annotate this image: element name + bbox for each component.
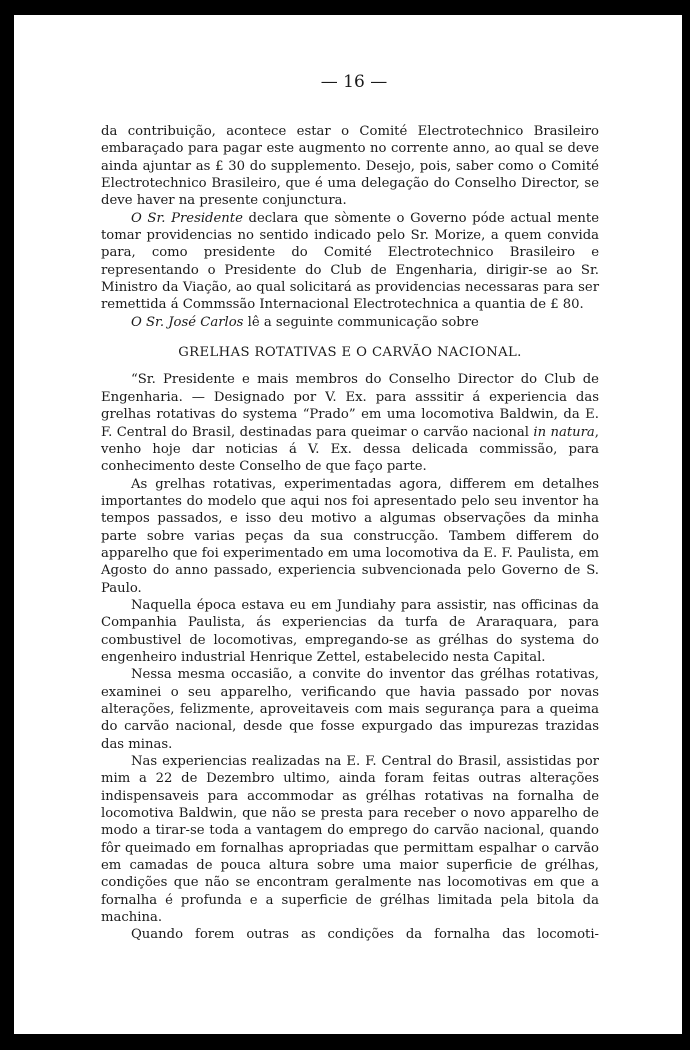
paragraph: Naquella época estava eu em Jundiahy para assistir, nas officinas da Companhia Paulista, ás experiencias da turfa de Araraquara, para combustivel de locomotivas, empregando-se as grélhas do systema do engenheiro industrial Henrique Zettel, estabelecido nesta Capital. <box>101 597 599 665</box>
italic-term: in natura <box>533 424 595 440</box>
page-content <box>101 71 599 944</box>
speaker-name: O Sr. José Carlos <box>131 314 244 330</box>
paragraph-text: lê a seguinte communicação sobre <box>243 314 479 330</box>
paragraph-text: declara que sòmente o Governo póde actual mente tomar providencias no sentido indicado pelo Sr. Morize, a quem convida para, como presidente do Comité Electrotechnico Brasileiro e representando o Presidente do Club de Engenharia, dirigir-se ao Sr. Ministro da Viação, ao qual solicitará as providencias necessaras para ser remettida á Commssão Internacional Electrotechnica a quantia de £ 80. <box>101 210 599 313</box>
speaker-name: O Sr. Presidente <box>131 210 243 226</box>
paragraph <box>101 314 599 331</box>
paragraph <box>101 210 599 314</box>
paragraph: da contribuição, acontece estar o Comité Electrotechnico Brasileiro embaraçado para pagar este augmento no corrente anno, ao qual se deve ainda ajuntar as £ 30 do supplemento. Desejo, pois, saber como o Comité Electrotechnico Brasileiro, que é uma delegação do Conselho Director, se deve haver na presente conjunctura. <box>101 124 599 209</box>
paragraph: Quando forem outras as condições da fornalha das locomoti- <box>131 927 599 943</box>
document-page <box>14 15 682 1034</box>
paragraph <box>101 371 599 475</box>
paragraph: As grelhas rotativas, experimentadas agora, differem em detalhes importantes do modelo que aqui nos foi apresentado pelo seu inventor ha tempos passados, e isso deu motivo a algumas observações da minha parte sobre varias peças da sua construcção. Tambem differem do apparelho que foi experimentado em uma locomotiva da E. F. Paulista, em Agosto do anno passado, experiencia subvencionada pelo Governo de S. Paulo. <box>101 476 599 596</box>
paragraph: Nessa mesma occasião, a convite do inventor das grélhas rotativas, examinei o seu apparelho, verificando que havia passado por novas alterações, felizmente, aproveitaveis com mais segurança para a queima do carvão nacional, desde que fosse expurgado das impurezas trazidas das minas. <box>101 667 599 752</box>
paragraph: Nas experiencias realizadas na E. F. Central do Brasil, assistidas por mim a 22 de Dezembro ultimo, ainda foram feitas outras alterações indispensaveis para accommodar as grélhas rotativas na fornalha de locomotiva Baldwin, que não se presta para receber o novo apparelho de modo a tirar-se toda a vantagem do emprego do carvão nacional, quando fôr queimado em fornalhas apropriadas que permittam espalhar o carvão em camadas de pouca altura sobre uma maior superficie de grélhas, condições que não se encontram geralmente nas locomotivas em que a fornalha é profunda e a superficie de grélhas limitada pela bitola da machina. <box>101 754 599 926</box>
paragraph-text: “Sr. Presidente e mais membros do Conselho Director do Club de Engenharia. — Designado por V. Ex. para asssitir á experiencia das grelhas rotativas do systema “Prado” em uma locomotiva Baldwin, da E. F. Central do Brasil, destinadas para queimar o carvão nacional <box>101 372 599 440</box>
page-number: — 16 — <box>320 72 388 92</box>
paragraph-text: , venho hoje dar noticias á V. Ex. dessa delicada commissão, para conhecimento deste Conselho de que faço parte. <box>101 424 599 475</box>
section-title: GRELHAS ROTATIVAS E O CARVÃO NACIONAL. <box>178 345 522 361</box>
